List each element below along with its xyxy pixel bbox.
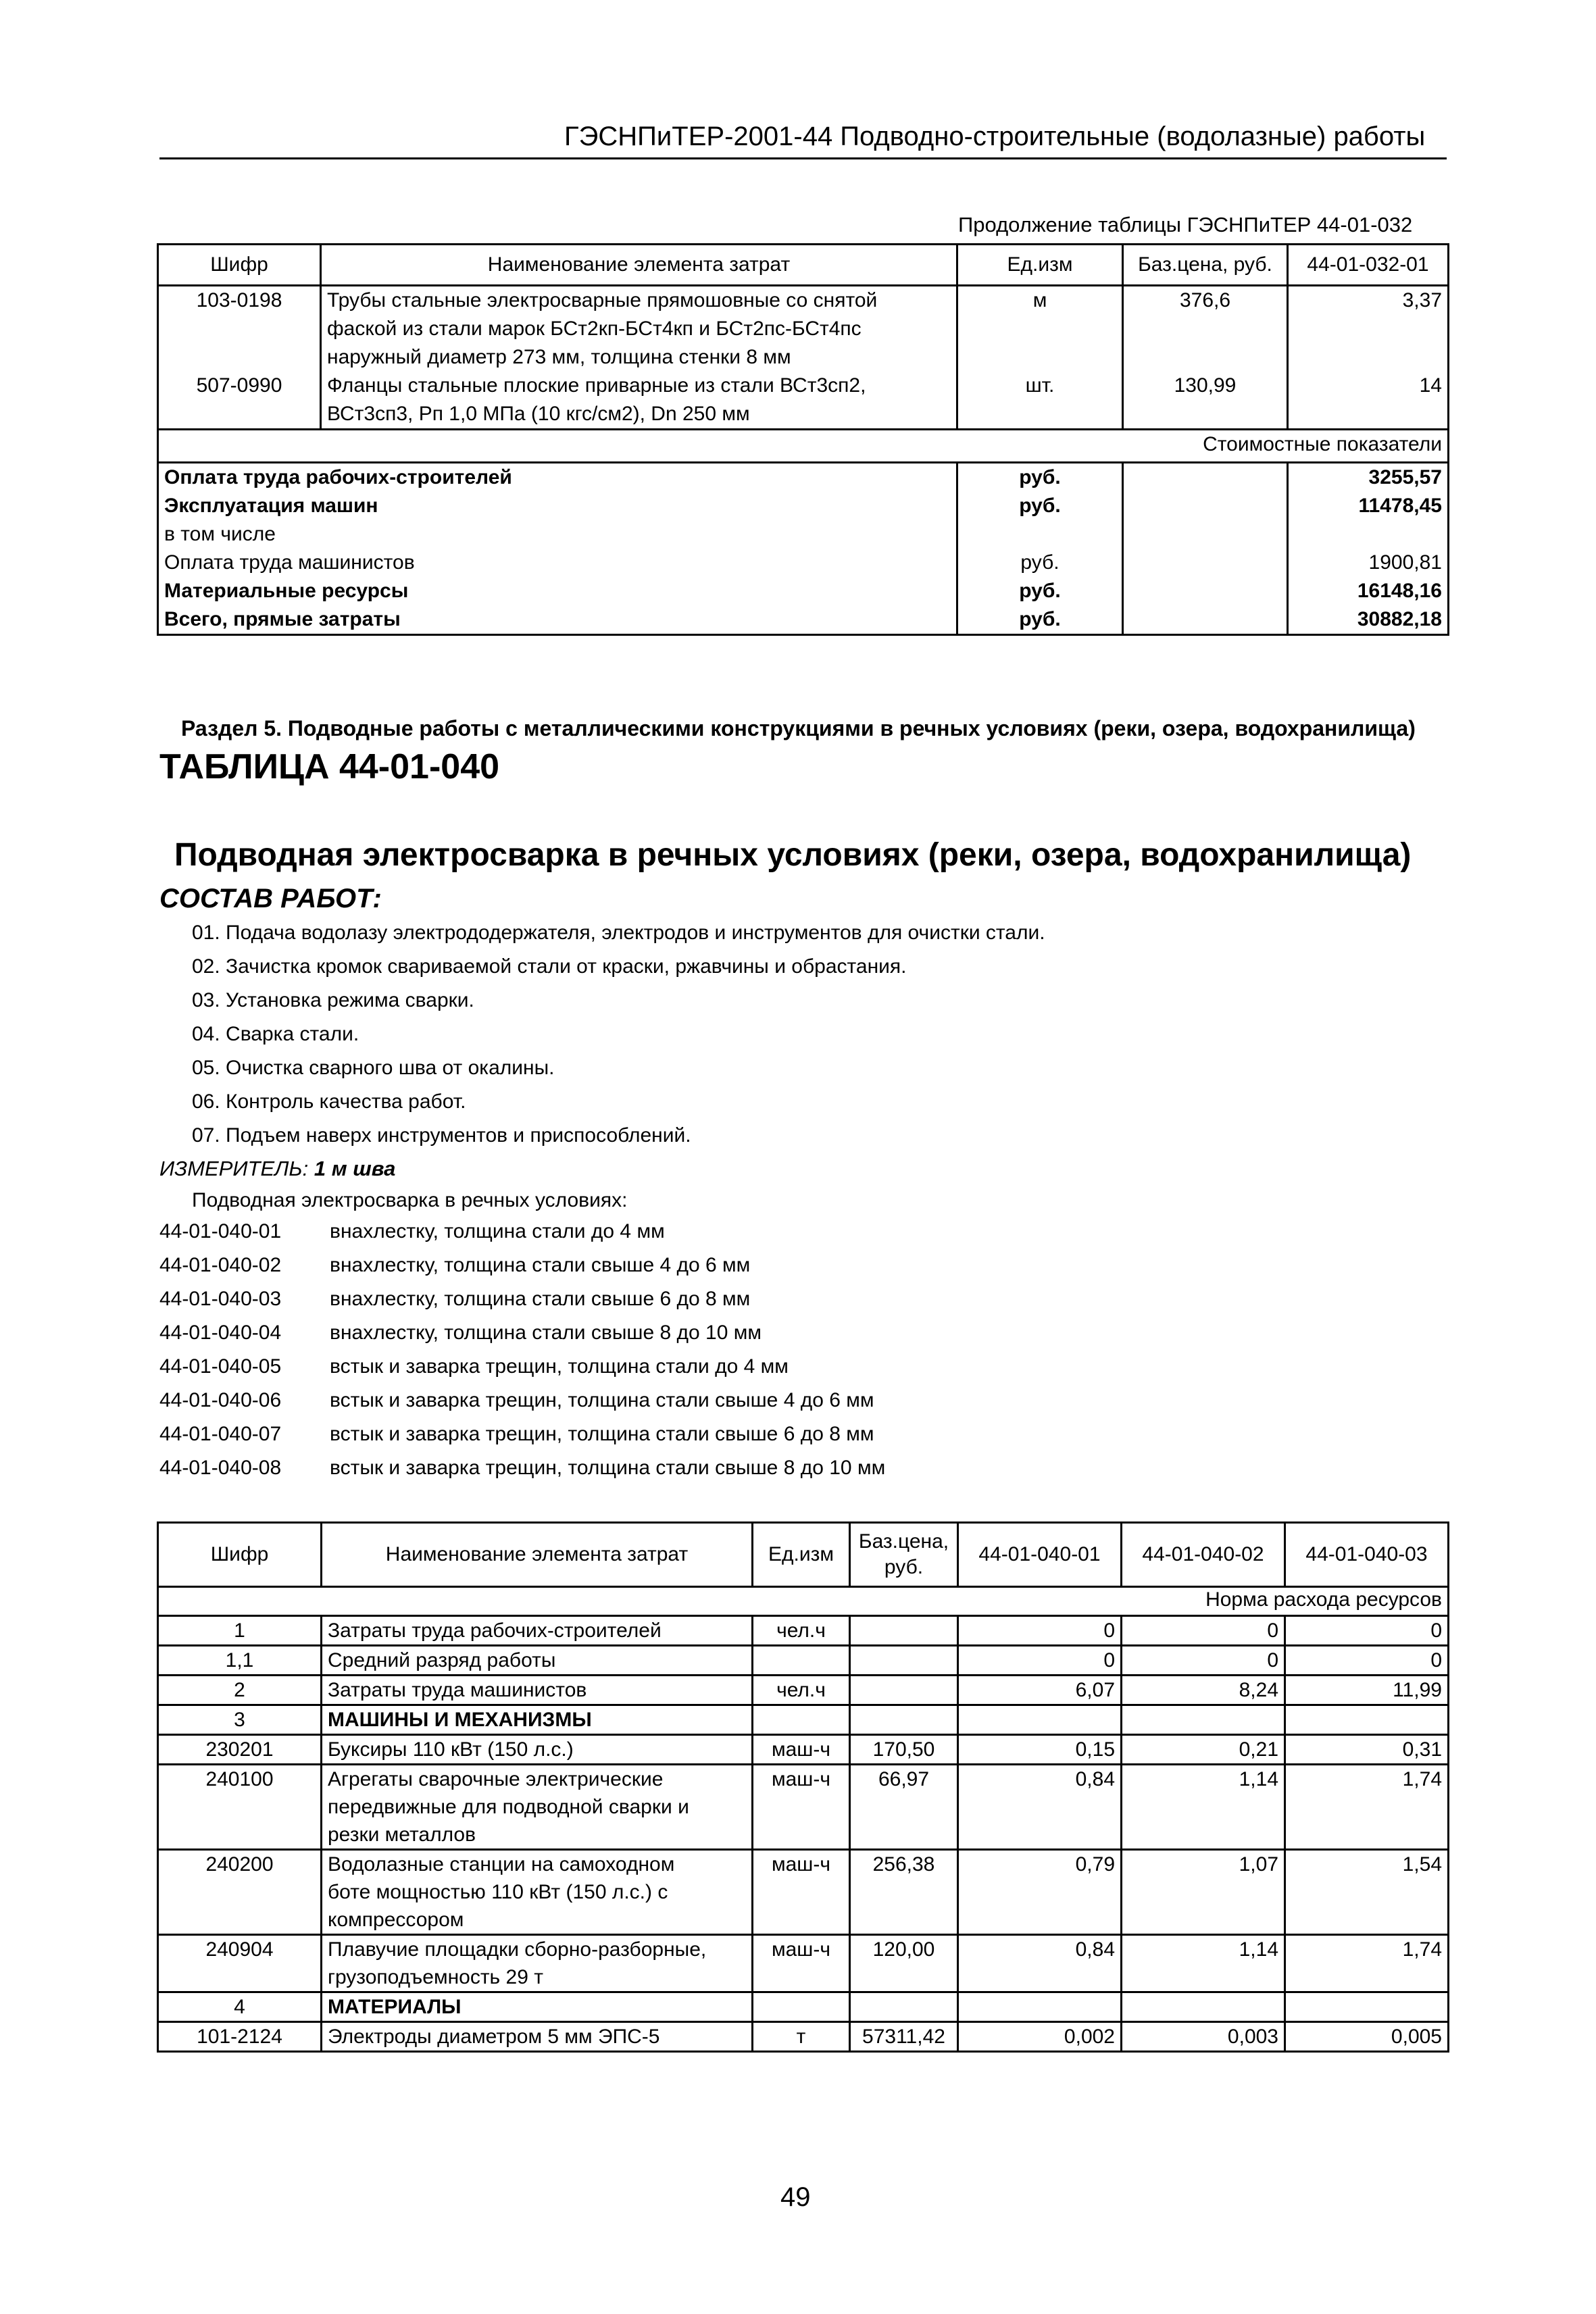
row-value-b: 0 — [1122, 1616, 1285, 1646]
row-name — [322, 1676, 753, 1705]
resource-norms-table — [157, 1521, 1449, 2053]
row-value-b — [1122, 1705, 1285, 1735]
table-row — [158, 1765, 1449, 1850]
cost-price-empty — [1123, 492, 1288, 520]
cost-value: 3255,57 — [1288, 463, 1449, 493]
norm-caption-row — [158, 1587, 1449, 1616]
row-value-c: 11,99 — [1285, 1676, 1449, 1705]
row-code: 101-2124 — [158, 2022, 322, 2052]
cost-name: Оплата труда машинистов — [158, 549, 957, 577]
norm-code-text: встык и заварка трещин, толщина стали свыше 6 до 8 мм — [330, 1423, 874, 1445]
row-name — [321, 286, 957, 372]
row-value-c: 1,74 — [1285, 1935, 1449, 1992]
work-step: 01. Подача водолазу электрододержателя, электродов и инструментов для очистки стали. — [192, 922, 1045, 944]
norm-code-item — [159, 1322, 885, 1355]
header-rule — [159, 157, 1447, 159]
row-name-line: Агрегаты сварочные электрические — [328, 1768, 664, 1790]
row-value-c: 1,74 — [1285, 1765, 1449, 1850]
header-price: Баз.цена, руб. — [1123, 245, 1288, 286]
cost-price-empty — [1123, 520, 1288, 549]
work-step: 06. Контроль качества работ. — [192, 1090, 466, 1113]
cost-unit: руб. — [957, 605, 1123, 635]
row-value-a: 0 — [958, 1616, 1122, 1646]
cost-unit: руб. — [957, 492, 1123, 520]
cost-value: 16148,16 — [1288, 577, 1449, 605]
norm-code-text: внахлестку, толщина стали свыше 8 до 10 мм — [330, 1322, 762, 1344]
row-value: 3,37 — [1288, 286, 1449, 372]
cost-row — [158, 463, 1449, 493]
norm-code-text: внахлестку, толщина стали до 4 мм — [330, 1220, 665, 1242]
row-code: 240904 — [158, 1935, 322, 1992]
row-name — [322, 1616, 753, 1646]
norm-code-item — [159, 1288, 885, 1322]
norm-code-item — [159, 1389, 885, 1423]
header-price — [850, 1523, 958, 1587]
row-name — [322, 1765, 753, 1850]
norm-code-text: встык и заварка трещин, толщина стали до 4 мм — [330, 1355, 789, 1378]
header-norm-c: 44-01-040-03 — [1285, 1523, 1449, 1587]
table-row — [158, 1850, 1449, 1935]
header-norm: 44-01-032-01 — [1288, 245, 1449, 286]
row-name — [322, 1850, 753, 1935]
header-norm-b: 44-01-040-02 — [1122, 1523, 1285, 1587]
group-code: 3 — [158, 1705, 322, 1735]
row-value-c — [1285, 1992, 1449, 2022]
norm-code-text: внахлестку, толщина стали свыше 4 до 6 мм — [330, 1254, 751, 1276]
row-unit: шт. — [957, 372, 1123, 430]
row-name-line: Водолазные станции на самоходном — [328, 1853, 675, 1876]
row-unit — [753, 1705, 850, 1735]
row-price: 256,38 — [850, 1850, 958, 1935]
row-value-b: 0,003 — [1122, 2022, 1285, 2052]
table-row — [158, 286, 1449, 372]
row-value-a — [958, 1992, 1122, 2022]
row-name-line: ВСт3сп3, Рп 1,0 МПа (10 кгс/см2), Dn 250 мм — [327, 403, 750, 425]
row-name-line: Буксиры 110 кВт (150 л.с.) — [328, 1738, 574, 1761]
row-code: 507-0990 — [158, 372, 321, 430]
row-name — [321, 372, 957, 430]
row-unit — [753, 1646, 850, 1676]
resource-table-continued — [157, 243, 1449, 636]
row-unit: т — [753, 2022, 850, 2052]
row-unit — [753, 1992, 850, 2022]
cost-unit — [957, 520, 1123, 549]
measurement-label: ИЗМЕРИТЕЛЬ: — [159, 1157, 309, 1180]
row-value: 14 — [1288, 372, 1449, 430]
row-value-a: 0 — [958, 1646, 1122, 1676]
page-number: 49 — [780, 2182, 811, 2212]
row-price: 376,6 — [1123, 286, 1288, 372]
row-name — [322, 2022, 753, 2052]
header-name: Наименование элемента затрат — [322, 1523, 753, 1587]
row-value-b: 1,07 — [1122, 1850, 1285, 1935]
row-name-line: Затраты труда машинистов — [328, 1679, 587, 1701]
row-value-b: 0,21 — [1122, 1735, 1285, 1765]
row-value-b: 0 — [1122, 1646, 1285, 1676]
norm-code: 44-01-040-08 — [159, 1457, 282, 1479]
norm-code: 44-01-040-07 — [159, 1423, 282, 1445]
row-value-b: 1,14 — [1122, 1935, 1285, 1992]
row-price: 57311,42 — [850, 2022, 958, 2052]
row-name-line: Затраты труда рабочих-строителей — [328, 1619, 662, 1642]
work-step: 05. Очистка сварного шва от окалины. — [192, 1057, 555, 1079]
row-price — [850, 1646, 958, 1676]
row-unit: маш-ч — [753, 1850, 850, 1935]
cost-caption: Стоимостные показатели — [158, 430, 1449, 463]
group-name — [322, 1705, 753, 1735]
row-code: 2 — [158, 1676, 322, 1705]
row-name-line: Фланцы стальные плоские приварные из стали ВСт3сп2, — [327, 374, 866, 397]
cost-unit: руб. — [957, 549, 1123, 577]
row-value-a: 0,84 — [958, 1765, 1122, 1850]
row-name — [322, 1646, 753, 1676]
cost-name: Оплата труда рабочих-строителей — [158, 463, 957, 493]
header-unit: Ед.изм — [753, 1523, 850, 1587]
norm-code-item — [159, 1457, 885, 1490]
work-composition-heading: СОСТАВ РАБОТ: — [159, 884, 382, 913]
cost-name: Всего, прямые затраты — [158, 605, 957, 635]
row-value-c: 0 — [1285, 1646, 1449, 1676]
row-price — [850, 1616, 958, 1646]
row-value-c: 1,54 — [1285, 1850, 1449, 1935]
section-heading: Раздел 5. Подводные работы с металлическими конструкциями в речных условиях (реки, озера, водохранилища) — [181, 716, 1416, 740]
cost-row — [158, 577, 1449, 605]
row-code: 240200 — [158, 1850, 322, 1935]
row-price: 130,99 — [1123, 372, 1288, 430]
cost-price-empty — [1123, 549, 1288, 577]
measurement-unit — [159, 1157, 395, 1181]
group-row — [158, 1992, 1449, 2022]
cost-price-empty — [1123, 605, 1288, 635]
cost-unit: руб. — [957, 577, 1123, 605]
row-name-line: Трубы стальные электросварные прямошовные со снятой — [327, 289, 878, 311]
work-step: 02. Зачистка кромок свариваемой стали от краски, ржавчины и обрастания. — [192, 955, 907, 978]
row-price: 66,97 — [850, 1765, 958, 1850]
row-name — [322, 1935, 753, 1992]
table-row — [158, 372, 1449, 430]
row-name-line: МАШИНЫ И МЕХАНИЗМЫ — [328, 1709, 592, 1731]
cost-name: Эксплуатация машин — [158, 492, 957, 520]
table-title: Подводная электросварка в речных условиях (реки, озера, водохранилища) — [174, 837, 1412, 873]
row-code: 230201 — [158, 1735, 322, 1765]
row-unit: маш-ч — [753, 1765, 850, 1850]
table-row — [158, 2022, 1449, 2052]
header-code: Шифр — [158, 1523, 322, 1587]
work-step: 07. Подъем наверх инструментов и приспособлений. — [192, 1124, 691, 1147]
cost-row — [158, 520, 1449, 549]
measurement-value: 1 м шва — [314, 1157, 396, 1180]
norm-code: 44-01-040-06 — [159, 1389, 282, 1411]
table-row — [158, 1676, 1449, 1705]
row-name-line: боте мощностью 110 кВт (150 л.с.) с — [328, 1881, 668, 1903]
row-price — [850, 1705, 958, 1735]
work-steps-list — [192, 922, 1045, 1158]
group-row — [158, 1705, 1449, 1735]
norm-caption: Норма расхода ресурсов — [158, 1587, 1449, 1616]
table-continuation-caption: Продолжение таблицы ГЭСНПиТЕР 44-01-032 — [958, 213, 1413, 236]
header-price-line: Баз.цена, — [858, 1530, 949, 1553]
norm-code: 44-01-040-02 — [159, 1254, 282, 1276]
row-code: 103-0198 — [158, 286, 321, 372]
row-name-line: фаской из стали марок БСт2кп-БСт4кп и БСт2пс-БСт4пс — [327, 318, 862, 340]
row-value-a: 0,79 — [958, 1850, 1122, 1935]
cost-name: в том числе — [158, 520, 957, 549]
row-value-c: 0 — [1285, 1616, 1449, 1646]
norm-code: 44-01-040-05 — [159, 1355, 282, 1378]
norm-code-text: встык и заварка трещин, толщина стали свыше 8 до 10 мм — [330, 1457, 886, 1479]
row-name-line: компрессором — [328, 1909, 464, 1931]
row-value-b — [1122, 1992, 1285, 2022]
group-name — [322, 1992, 753, 2022]
table-header-row — [158, 1523, 1449, 1587]
cost-value: 1900,81 — [1288, 549, 1449, 577]
row-unit: маш-ч — [753, 1735, 850, 1765]
row-name-line: МАТЕРИАЛЫ — [328, 1996, 462, 2018]
cost-value: 11478,45 — [1288, 492, 1449, 520]
row-value-a: 0,002 — [958, 2022, 1122, 2052]
row-value-a — [958, 1705, 1122, 1735]
cost-price-empty — [1123, 463, 1288, 493]
row-code: 240100 — [158, 1765, 322, 1850]
cost-row — [158, 492, 1449, 520]
cost-unit: руб. — [957, 463, 1123, 493]
cost-value — [1288, 520, 1449, 549]
norm-code-item — [159, 1423, 885, 1457]
table-row — [158, 1646, 1449, 1676]
row-unit: чел.ч — [753, 1676, 850, 1705]
row-name-line: Электроды диаметром 5 мм ЭПС-5 — [328, 2026, 660, 2048]
cost-name: Материальные ресурсы — [158, 577, 957, 605]
header-code: Шифр — [158, 245, 321, 286]
row-value-a: 0,15 — [958, 1735, 1122, 1765]
norm-code-item — [159, 1254, 885, 1288]
row-value-c: 0,005 — [1285, 2022, 1449, 2052]
row-name-line: Плавучие площадки сборно-разборные, — [328, 1938, 707, 1961]
row-name-line: грузоподъемность 29 т — [328, 1966, 543, 1988]
cost-row — [158, 549, 1449, 577]
norm-codes-list — [159, 1220, 885, 1490]
running-header: ГЭСНПиТЕР-2001-44 Подводно-строительные (водолазные) работы — [564, 122, 1426, 151]
work-step: 04. Сварка стали. — [192, 1023, 359, 1045]
row-unit: маш-ч — [753, 1935, 850, 1992]
row-value-c: 0,31 — [1285, 1735, 1449, 1765]
row-unit: м — [957, 286, 1123, 372]
row-value-c — [1285, 1705, 1449, 1735]
row-name-line: резки металлов — [328, 1823, 476, 1846]
group-code: 4 — [158, 1992, 322, 2022]
norm-code-text: встык и заварка трещин, толщина стали свыше 4 до 6 мм — [330, 1389, 874, 1411]
norm-code-item — [159, 1220, 885, 1254]
norm-code-text: внахлестку, толщина стали свыше 6 до 8 мм — [330, 1288, 751, 1310]
row-price: 120,00 — [850, 1935, 958, 1992]
codes-intro: Подводная электросварка в речных условиях: — [192, 1189, 628, 1211]
norm-code: 44-01-040-01 — [159, 1220, 282, 1242]
row-name-line: наружный диаметр 273 мм, толщина стенки 8 мм — [327, 346, 791, 368]
table-header-row — [158, 245, 1449, 286]
row-price — [850, 1676, 958, 1705]
row-value-a: 6,07 — [958, 1676, 1122, 1705]
row-value-a: 0,84 — [958, 1935, 1122, 1992]
cost-caption-row — [158, 430, 1449, 463]
row-code: 1 — [158, 1616, 322, 1646]
norm-code: 44-01-040-03 — [159, 1288, 282, 1310]
table-row — [158, 1616, 1449, 1646]
row-name-line: передвижные для подводной сварки и — [328, 1796, 689, 1818]
row-name-line: Средний разряд работы — [328, 1649, 556, 1671]
table-number: ТАБЛИЦА 44-01-040 — [159, 747, 500, 786]
table-row — [158, 1735, 1449, 1765]
header-price-line: руб. — [884, 1556, 924, 1578]
header-norm-a: 44-01-040-01 — [958, 1523, 1122, 1587]
row-unit: чел.ч — [753, 1616, 850, 1646]
row-price: 170,50 — [850, 1735, 958, 1765]
row-name — [322, 1735, 753, 1765]
norm-code: 44-01-040-04 — [159, 1322, 282, 1344]
cost-value: 30882,18 — [1288, 605, 1449, 635]
header-name: Наименование элемента затрат — [321, 245, 957, 286]
row-code: 1,1 — [158, 1646, 322, 1676]
norm-code-item — [159, 1355, 885, 1389]
cost-row — [158, 605, 1449, 635]
cost-price-empty — [1123, 577, 1288, 605]
row-price — [850, 1992, 958, 2022]
work-step: 03. Установка режима сварки. — [192, 989, 474, 1011]
header-unit: Ед.изм — [957, 245, 1123, 286]
row-value-b: 1,14 — [1122, 1765, 1285, 1850]
table-row — [158, 1935, 1449, 1992]
row-value-b: 8,24 — [1122, 1676, 1285, 1705]
